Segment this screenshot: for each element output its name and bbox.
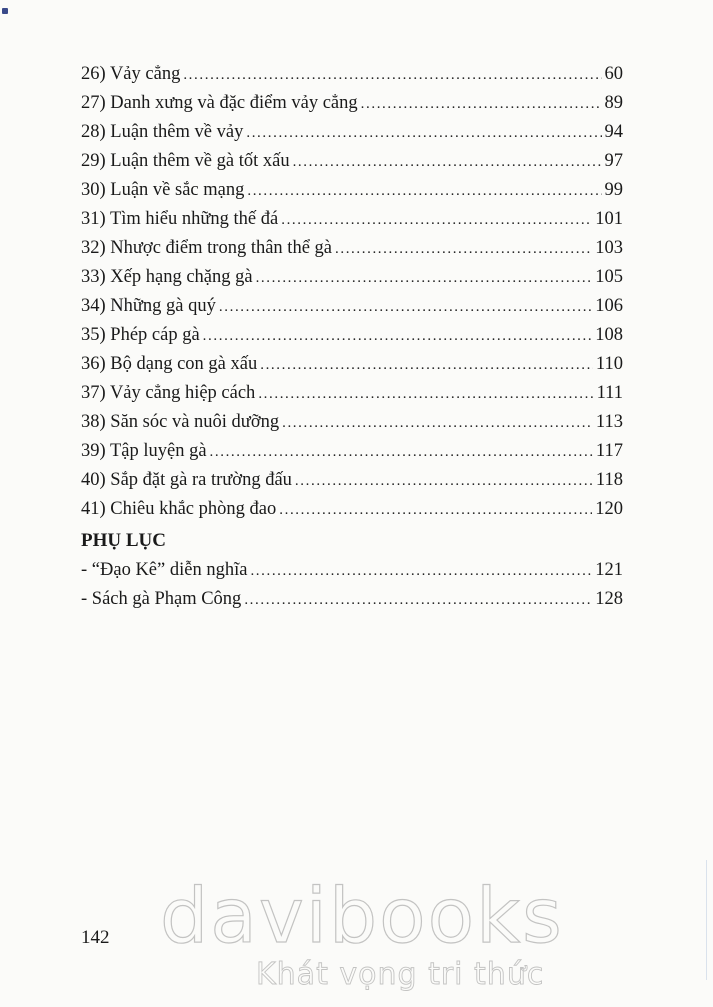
toc-entry-title: - “Đạo Kê” diễn nghĩa [81, 560, 248, 580]
toc-entry-page: 60 [604, 64, 623, 84]
toc-entry-page: 89 [604, 93, 623, 113]
watermark-tagline: Khát vọng tri thức [256, 957, 545, 992]
toc-entry [81, 176, 623, 205]
toc-dot-leader [247, 177, 601, 206]
toc-entry-title: 35) Phép cáp gà [81, 325, 200, 345]
toc-entry [81, 379, 623, 408]
toc-entry-page: 117 [595, 441, 623, 461]
toc-dot-leader [256, 264, 593, 293]
toc-entry [81, 118, 623, 147]
toc-dot-leader [210, 438, 593, 467]
toc-dot-leader [246, 119, 601, 148]
toc-entry [81, 234, 623, 263]
toc-entry-title: 30) Luận về sắc mạng [81, 180, 245, 200]
toc-entry-title: 31) Tìm hiểu những thế đá [81, 209, 279, 229]
toc-entry [81, 408, 623, 437]
toc-entry-title: 33) Xếp hạng chặng gà [81, 267, 253, 287]
toc-entry-page: 103 [595, 238, 623, 258]
appendix-entry [81, 585, 623, 614]
toc-entry-page: 97 [604, 151, 623, 171]
toc-entry [81, 321, 623, 350]
toc-entry-title: - Sách gà Phạm Công [81, 589, 242, 609]
toc-dot-leader [279, 496, 592, 525]
toc-entry-page: 113 [595, 412, 623, 432]
toc-dot-leader [281, 206, 592, 235]
table-of-contents [81, 60, 623, 614]
toc-entry-title: 27) Danh xưng và đặc điểm vảy cẳng [81, 93, 358, 113]
toc-entry [81, 147, 623, 176]
toc-entry [81, 292, 623, 321]
appendix-entry [81, 556, 623, 585]
toc-dot-leader [258, 380, 593, 409]
toc-entry-page: 111 [596, 383, 623, 403]
toc-dot-leader [250, 557, 592, 586]
toc-entry [81, 205, 623, 234]
toc-entry-page: 108 [595, 325, 623, 345]
toc-entry [81, 60, 623, 89]
toc-entry-page: 120 [595, 499, 623, 519]
appendix-entries [81, 556, 623, 614]
scan-edge-line [706, 860, 707, 980]
toc-entry-title: 36) Bộ dạng con gà xấu [81, 354, 258, 374]
toc-entry [81, 437, 623, 466]
toc-entry [81, 350, 623, 379]
toc-entry-page: 118 [595, 470, 623, 490]
toc-entry-title: 39) Tập luyện gà [81, 441, 207, 461]
toc-entry-page: 121 [595, 560, 623, 580]
toc-dot-leader [293, 148, 602, 177]
toc-dot-leader [203, 322, 593, 351]
toc-entry-title: 34) Những gà quý [81, 296, 216, 316]
toc-entry-page: 128 [595, 589, 623, 609]
page-number: 142 [81, 927, 110, 948]
toc-entry [81, 495, 623, 524]
toc-entry-title: 32) Nhược điểm trong thân thể gà [81, 238, 332, 258]
toc-entry-page: 99 [604, 180, 623, 200]
toc-dot-leader [295, 467, 593, 496]
toc-dot-leader [219, 293, 592, 322]
toc-entry-page: 106 [595, 296, 623, 316]
toc-entry-page: 110 [595, 354, 623, 374]
toc-dot-leader [361, 90, 602, 119]
toc-entries [81, 60, 623, 524]
toc-entry-title: 29) Luận thêm về gà tốt xấu [81, 151, 290, 171]
toc-entry-title: 38) Săn sóc và nuôi dưỡng [81, 412, 280, 432]
toc-dot-leader [282, 409, 593, 438]
appendix-heading: PHỤ LỤC [81, 530, 166, 551]
toc-dot-leader [335, 235, 592, 264]
toc-dot-leader [183, 61, 601, 90]
toc-entry-page: 94 [604, 122, 623, 142]
toc-entry-page: 101 [595, 209, 623, 229]
toc-entry [81, 466, 623, 495]
toc-entry [81, 263, 623, 292]
toc-entry-title: 28) Luận thêm về vảy [81, 122, 244, 142]
toc-dot-leader [260, 351, 593, 380]
page-corner-mark [2, 8, 8, 14]
toc-entry-title: 41) Chiêu khắc phòng đao [81, 499, 277, 519]
toc-entry [81, 89, 623, 118]
toc-entry-title: 40) Sắp đặt gà ra trường đấu [81, 470, 292, 490]
toc-entry-title: 26) Vảy cẳng [81, 64, 181, 84]
toc-entry-title: 37) Vảy cẳng hiệp cách [81, 383, 256, 403]
watermark-logo: davibooks [160, 871, 564, 960]
toc-dot-leader [244, 586, 592, 615]
toc-entry-page: 105 [595, 267, 623, 287]
